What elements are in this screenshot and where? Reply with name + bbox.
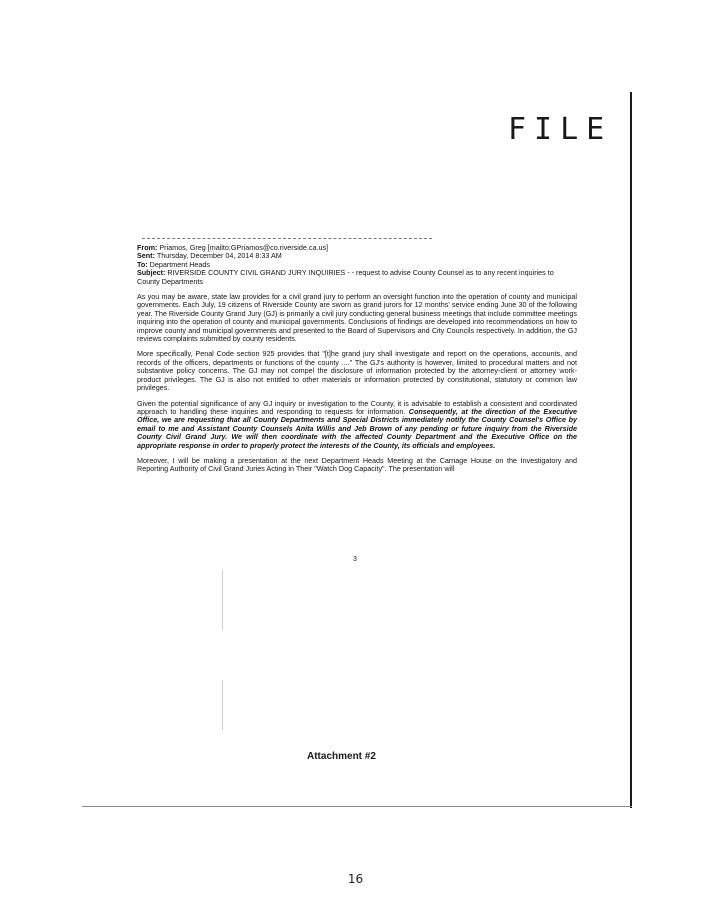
scan-right-border xyxy=(630,92,632,808)
to-label: To: xyxy=(137,259,148,269)
from-value: Priamos, Greg [mailto:GPriamos@co.riverside.ca.us] xyxy=(159,243,329,252)
scan-artifact-line xyxy=(142,238,432,241)
file-stamp: FILE xyxy=(508,112,613,147)
paragraph-3 xyxy=(137,400,577,450)
subject-label: Subject: xyxy=(137,268,166,278)
email-subject-line xyxy=(137,269,577,286)
page-number: 16 xyxy=(347,872,364,886)
paragraph-3-emphasis: Consequently, at the direction of the Executive Office, we are requesting that all County Departments and Special Districts immediately notify the County Counsel's Office by email to me and Assistant County Counsels Anita Willis and Jeb Brown of any pending or future inquiry from the Riverside County Civil Grand Jury. We will then coordinate with the affected County Department and the Executive Office on the appropriate response in order to properly protect the interests of the County, its officials and employees. xyxy=(137,406,577,450)
paragraph-4: Moreover, I will be making a presentation at the next Department Heads Meeting at the Carriage House on the Investigatory and Reporting Authority of Civil Grand Juries Acting in Their "Watch Dog Capacity". The presentation will xyxy=(137,455,577,474)
to-value: Department Heads xyxy=(149,259,210,269)
scan-bottom-border xyxy=(82,806,632,807)
paragraph-3-plain: Given the potential significance of any GJ inquiry or investigation to the County, it is advisable to establish a consistent and coordinated approach to handling these inquiries and responding to requests for information. xyxy=(137,398,577,416)
from-label: From: xyxy=(137,243,158,252)
attachment-label: Attachment #2 xyxy=(307,751,376,762)
inner-page-marker: 3 xyxy=(353,556,357,563)
scan-speckle xyxy=(222,570,223,630)
email-body xyxy=(137,244,577,474)
scan-speckle xyxy=(222,680,223,730)
paragraph-2: More specifically, Penal Code section 925 provides that "[t]he grand jury shall investigate and report on the operations, accounts, and records of the officers, departments or functions of the county ...." The GJ's authority is however, limited to procedural matters and not substantive policy concerns. The GJ may not compel the disclosure of information protected by the attorney-client or attorney work-product privileges. The GJ is also not entitled to other materials or information protected by constitutional, statutory or common law privileges. xyxy=(137,349,577,393)
sent-value: Thursday, December 04, 2014 8:33 AM xyxy=(156,251,282,261)
paragraph-1: As you may be aware, state law provides for a civil grand jury to perform an oversight function into the operation of county and municipal governments. Each July, 19 citizens of Riverside County are sworn as grand jurors for 12 months' service ending June 30 of the following year. The Riverside County Grand Jury (GJ) is primarily a civil jury conducting general business meetings that include committee meetings inquiring into the operation of county and municipal governments. Conclusions of findings are developed into recommendations on how to improve county and municipal governments and presented to the Board of Supervisors and City Councils respectively. In addition, the GJ reviews complaints submitted by county residents. xyxy=(137,292,577,344)
subject-value: RIVERSIDE COUNTY CIVIL GRAND JURY INQUIRIES - - request to advise County Counsel as to any recent inquiries to County Departments xyxy=(137,268,554,286)
sent-label: Sent: xyxy=(137,251,155,261)
